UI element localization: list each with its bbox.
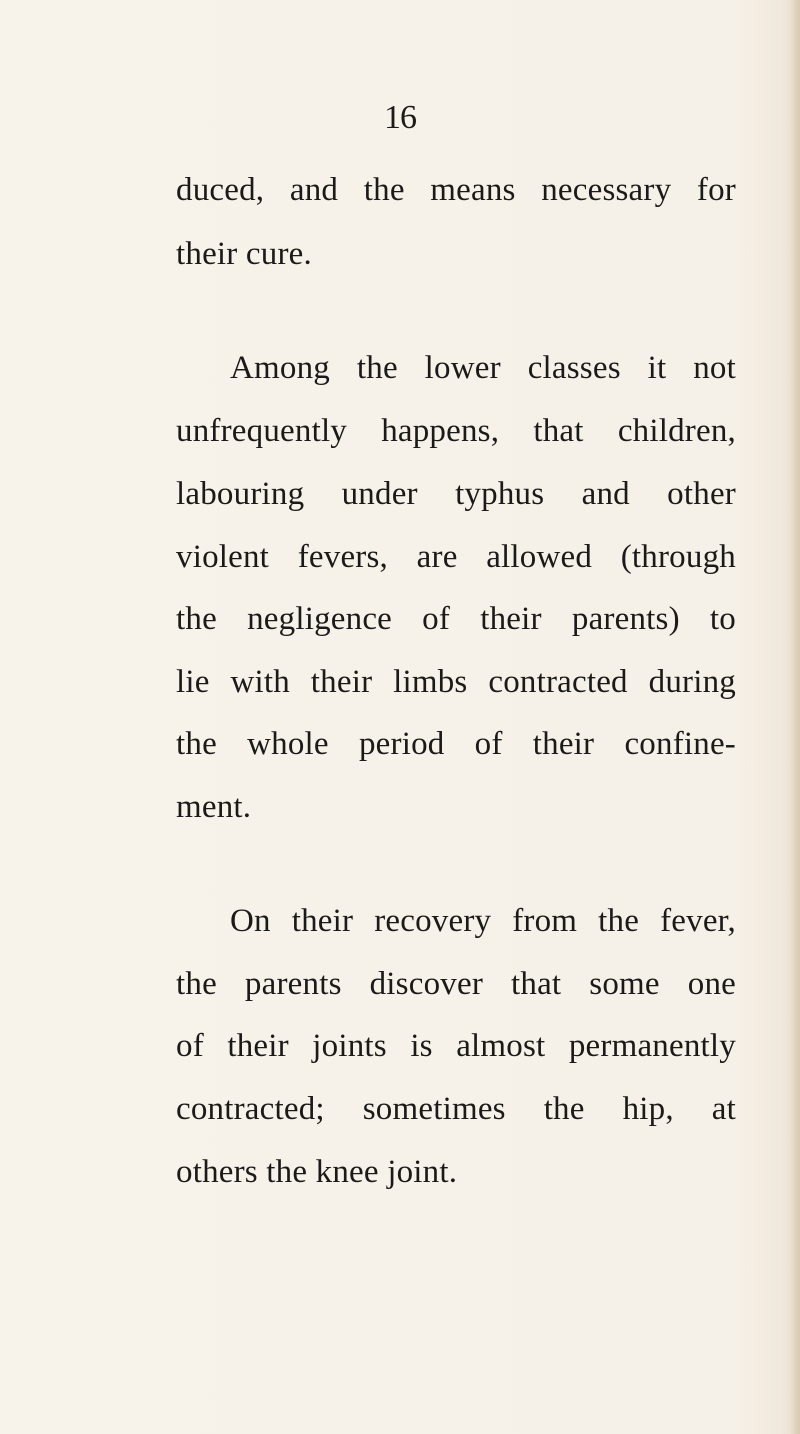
text-line: ment. bbox=[176, 789, 252, 825]
text-line: Among the lower classes it not bbox=[230, 350, 736, 386]
text-line: labouring under typhus and other bbox=[176, 476, 736, 512]
text-line: violent fevers, are allowed (through bbox=[176, 539, 736, 575]
page-number: 16 bbox=[384, 99, 416, 136]
page-edge-shadow bbox=[790, 0, 800, 1434]
text-line: duced, and the means necessary for bbox=[176, 172, 736, 208]
text-line: the parents discover that some one bbox=[176, 966, 736, 1002]
text-line: their cure. bbox=[176, 236, 312, 272]
text-line: lie with their limbs contracted during bbox=[176, 664, 736, 700]
text-line: On their recovery from the fever, bbox=[230, 903, 736, 939]
text-line: the negligence of their parents) to bbox=[176, 601, 736, 637]
text-line: unfrequently happens, that children, bbox=[176, 413, 736, 449]
text-line: contracted; sometimes the hip, at bbox=[176, 1091, 736, 1127]
text-line: the whole period of their confine- bbox=[176, 726, 736, 762]
text-line: of their joints is almost permanently bbox=[176, 1028, 736, 1064]
text-line: others the knee joint. bbox=[176, 1154, 458, 1190]
